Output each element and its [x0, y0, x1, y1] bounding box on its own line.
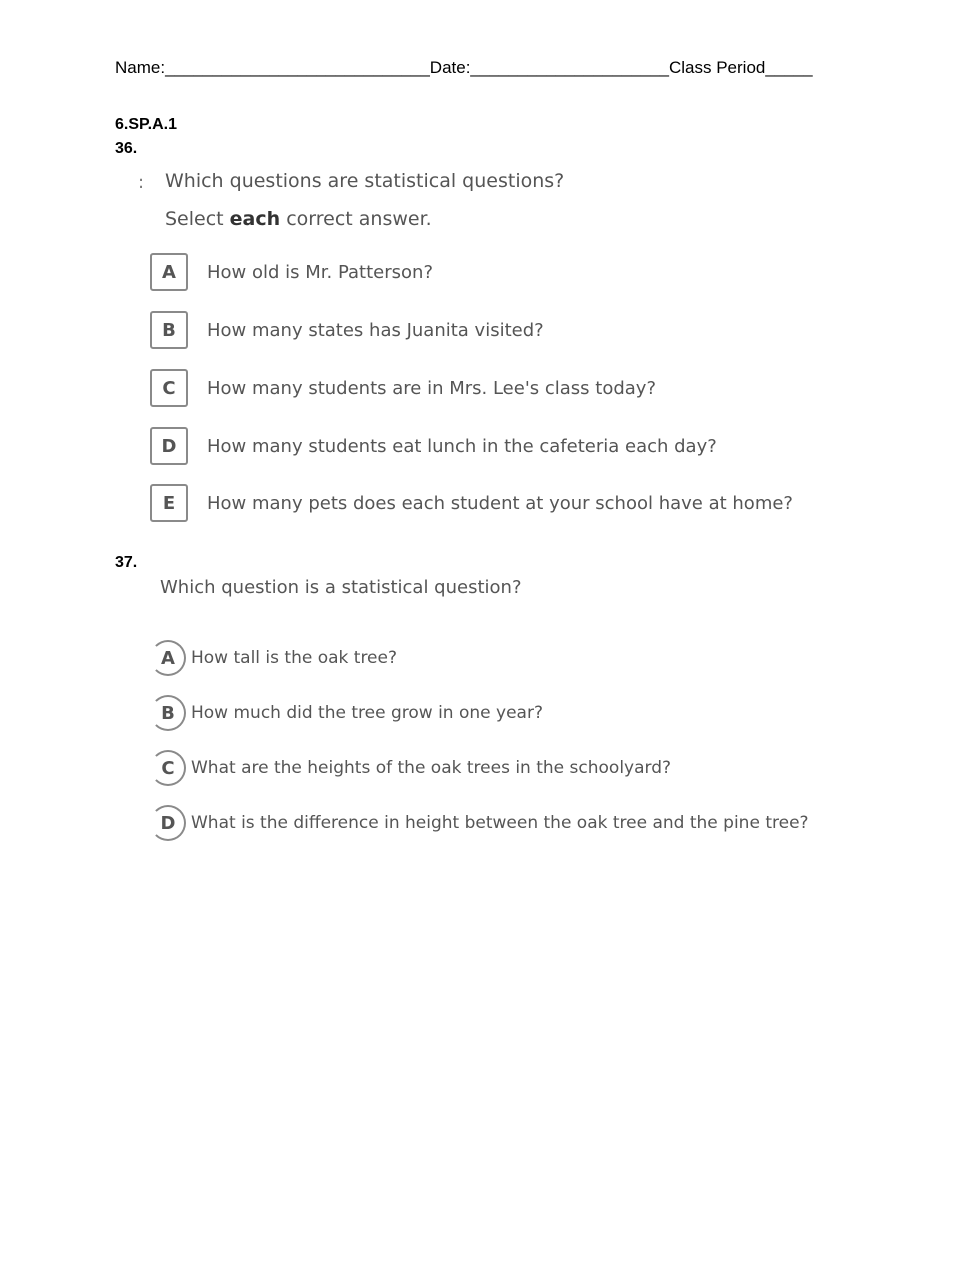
standard-code: 6.SP.A.1	[115, 116, 177, 133]
option-text: What is the difference in height between the oak tree and the pine tree?	[191, 813, 809, 833]
question-36-instruction	[165, 208, 432, 230]
option-text: How tall is the oak tree?	[191, 648, 398, 668]
instruction-text-before: Select	[165, 208, 230, 230]
option-text: What are the heights of the oak trees in the schoolyard?	[191, 758, 672, 778]
option-text: How much did the tree grow in one year?	[191, 703, 543, 723]
q37-option-a[interactable]	[150, 638, 397, 678]
option-letter-circle[interactable]: D	[150, 805, 186, 841]
option-text: How many states has Juanita visited?	[207, 319, 544, 341]
q37-option-c[interactable]	[150, 748, 671, 788]
option-text: How many students eat lunch in the cafeteria each day?	[207, 435, 717, 457]
option-letter-circle[interactable]: C	[150, 750, 186, 786]
instruction-text-after: correct answer.	[280, 208, 432, 230]
option-letter-circle[interactable]: B	[150, 695, 186, 731]
q36-option-d[interactable]	[150, 425, 717, 467]
q37-option-d[interactable]	[150, 803, 809, 843]
question-37-prompt: Which question is a statistical question?	[160, 577, 522, 598]
option-text: How many students are in Mrs. Lee's class today?	[207, 377, 657, 399]
option-letter-box[interactable]: A	[150, 253, 188, 291]
option-letter-box[interactable]: B	[150, 311, 188, 349]
question-36-number: 36.	[115, 140, 138, 157]
option-text: How many pets does each student at your school have at home?	[207, 492, 793, 514]
header-fields: Name:____________________________Date:_____________________Class Period_____	[115, 58, 813, 77]
question-36-drag-dots: :	[138, 172, 145, 193]
q36-option-c[interactable]	[150, 367, 656, 409]
q36-option-a[interactable]	[150, 251, 433, 293]
option-letter-box[interactable]: C	[150, 369, 188, 407]
q36-option-b[interactable]	[150, 309, 544, 351]
option-letter-circle[interactable]: A	[150, 640, 186, 676]
option-letter-box[interactable]: D	[150, 427, 188, 465]
q37-option-b[interactable]	[150, 693, 543, 733]
q36-option-e[interactable]	[150, 482, 793, 524]
question-36-prompt: Which questions are statistical questions?	[165, 170, 565, 192]
option-text: How old is Mr. Patterson?	[207, 261, 433, 283]
question-37-number: 37.	[115, 554, 138, 571]
instruction-bold-word: each	[229, 208, 281, 230]
option-letter-box[interactable]: E	[150, 484, 188, 522]
